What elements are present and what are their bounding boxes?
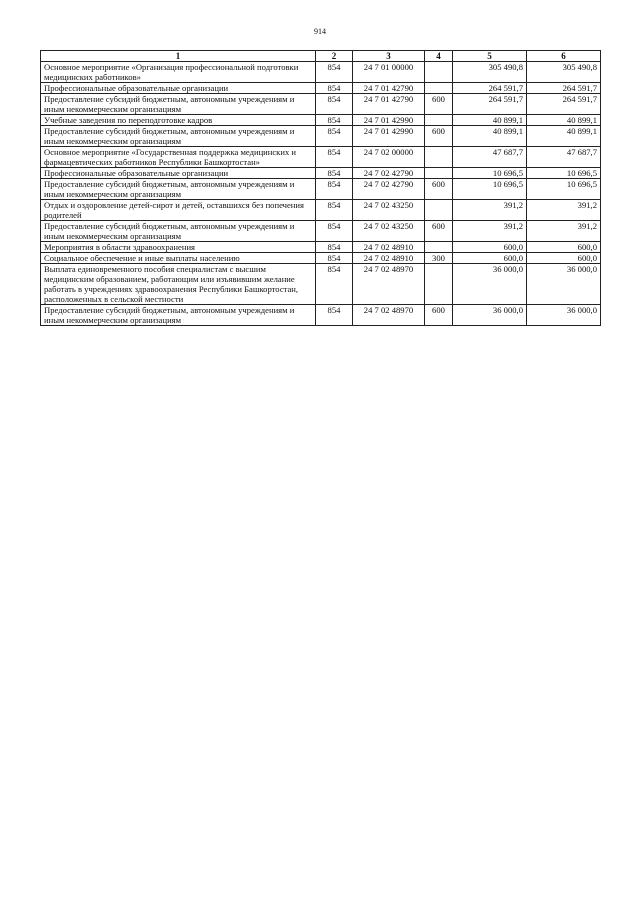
table-row bbox=[41, 115, 601, 126]
table-row bbox=[41, 147, 601, 168]
row-sum-1: 391,2 bbox=[453, 200, 527, 221]
row-vr bbox=[425, 83, 453, 94]
row-sum-1: 36 000,0 bbox=[453, 305, 527, 326]
row-vr: 600 bbox=[425, 305, 453, 326]
header-col-1: 1 bbox=[41, 51, 316, 62]
row-ved: 854 bbox=[316, 168, 353, 179]
row-sum-2: 36 000,0 bbox=[527, 264, 601, 305]
row-name: Предоставление субсидий бюджетным, автономным учреждениям и иным некоммерческим организациям bbox=[41, 305, 316, 326]
row-sum-2: 40 899,1 bbox=[527, 126, 601, 147]
row-sum-1: 600,0 bbox=[453, 242, 527, 253]
row-name: Отдых и оздоровление детей-сирот и детей, оставшихся без попечения родителей bbox=[41, 200, 316, 221]
row-sum-1: 264 591,7 bbox=[453, 94, 527, 115]
row-name: Мероприятия в области здравоохранения bbox=[41, 242, 316, 253]
row-name: Предоставление субсидий бюджетным, автономным учреждениям и иным некоммерческим организациям bbox=[41, 179, 316, 200]
row-name: Выплата единовременного пособия специалистам с высшим медицинским образованием, работающим или изъявившим желание работать в учреждениях здравоохранения Республики Башкортостан, расположенных в сельской местности bbox=[41, 264, 316, 305]
row-vr: 600 bbox=[425, 126, 453, 147]
row-name: Основное мероприятие «Организация профессиональной подготовки медицинских работников» bbox=[41, 62, 316, 83]
row-sum-1: 36 000,0 bbox=[453, 264, 527, 305]
row-ved: 854 bbox=[316, 126, 353, 147]
row-sum-1: 600,0 bbox=[453, 253, 527, 264]
row-name: Основное мероприятие «Государственная поддержка медицинских и фармацевтических работников Республики Башкортостан» bbox=[41, 147, 316, 168]
row-vr bbox=[425, 200, 453, 221]
row-csr: 24 7 02 42790 bbox=[353, 179, 425, 200]
row-name: Предоставление субсидий бюджетным, автономным учреждениям и иным некоммерческим организациям bbox=[41, 126, 316, 147]
row-name: Предоставление субсидий бюджетным, автономным учреждениям и иным некоммерческим организациям bbox=[41, 94, 316, 115]
row-sum-2: 600,0 bbox=[527, 242, 601, 253]
table-row bbox=[41, 179, 601, 200]
table-header bbox=[41, 51, 601, 62]
row-ved: 854 bbox=[316, 115, 353, 126]
row-sum-2: 600,0 bbox=[527, 253, 601, 264]
row-sum-2: 10 696,5 bbox=[527, 179, 601, 200]
table-row bbox=[41, 200, 601, 221]
row-sum-2: 264 591,7 bbox=[527, 94, 601, 115]
row-ved: 854 bbox=[316, 94, 353, 115]
table-body bbox=[41, 62, 601, 326]
row-csr: 24 7 02 43250 bbox=[353, 221, 425, 242]
row-sum-1: 391,2 bbox=[453, 221, 527, 242]
row-vr bbox=[425, 147, 453, 168]
row-name: Профессиональные образовательные организации bbox=[41, 168, 316, 179]
row-csr: 24 7 01 42990 bbox=[353, 115, 425, 126]
row-csr: 24 7 02 48970 bbox=[353, 264, 425, 305]
header-row bbox=[41, 51, 601, 62]
header-col-3: 3 bbox=[353, 51, 425, 62]
row-vr: 600 bbox=[425, 179, 453, 200]
row-vr bbox=[425, 242, 453, 253]
table-row bbox=[41, 94, 601, 115]
row-csr: 24 7 02 42790 bbox=[353, 168, 425, 179]
row-csr: 24 7 02 43250 bbox=[353, 200, 425, 221]
row-csr: 24 7 01 00000 bbox=[353, 62, 425, 83]
row-ved: 854 bbox=[316, 179, 353, 200]
budget-table bbox=[40, 50, 601, 326]
row-ved: 854 bbox=[316, 221, 353, 242]
row-csr: 24 7 01 42790 bbox=[353, 83, 425, 94]
row-ved: 854 bbox=[316, 147, 353, 168]
row-name: Предоставление субсидий бюджетным, автономным учреждениям и иным некоммерческим организациям bbox=[41, 221, 316, 242]
row-vr: 600 bbox=[425, 221, 453, 242]
row-vr bbox=[425, 168, 453, 179]
row-vr: 300 bbox=[425, 253, 453, 264]
row-sum-2: 391,2 bbox=[527, 200, 601, 221]
row-sum-2: 305 490,8 bbox=[527, 62, 601, 83]
row-csr: 24 7 02 00000 bbox=[353, 147, 425, 168]
row-vr bbox=[425, 115, 453, 126]
row-name: Учебные заведения по переподготовке кадров bbox=[41, 115, 316, 126]
table-row bbox=[41, 83, 601, 94]
row-sum-1: 40 899,1 bbox=[453, 115, 527, 126]
row-name: Социальное обеспечение и иные выплаты населению bbox=[41, 253, 316, 264]
table-row bbox=[41, 168, 601, 179]
table-row bbox=[41, 242, 601, 253]
table-row bbox=[41, 305, 601, 326]
row-vr: 600 bbox=[425, 94, 453, 115]
header-col-5: 5 bbox=[453, 51, 527, 62]
row-ved: 854 bbox=[316, 83, 353, 94]
row-sum-2: 10 696,5 bbox=[527, 168, 601, 179]
row-sum-2: 36 000,0 bbox=[527, 305, 601, 326]
row-sum-1: 47 687,7 bbox=[453, 147, 527, 168]
row-name: Профессиональные образовательные организации bbox=[41, 83, 316, 94]
row-sum-2: 391,2 bbox=[527, 221, 601, 242]
row-ved: 854 bbox=[316, 264, 353, 305]
table-row bbox=[41, 253, 601, 264]
table-row bbox=[41, 221, 601, 242]
row-ved: 854 bbox=[316, 62, 353, 83]
row-vr bbox=[425, 264, 453, 305]
row-sum-1: 305 490,8 bbox=[453, 62, 527, 83]
header-col-2: 2 bbox=[316, 51, 353, 62]
row-ved: 854 bbox=[316, 305, 353, 326]
row-csr: 24 7 02 48910 bbox=[353, 253, 425, 264]
row-sum-2: 40 899,1 bbox=[527, 115, 601, 126]
row-sum-2: 47 687,7 bbox=[527, 147, 601, 168]
table-row bbox=[41, 62, 601, 83]
row-vr bbox=[425, 62, 453, 83]
header-col-6: 6 bbox=[527, 51, 601, 62]
row-ved: 854 bbox=[316, 253, 353, 264]
row-sum-1: 264 591,7 bbox=[453, 83, 527, 94]
row-sum-1: 10 696,5 bbox=[453, 179, 527, 200]
header-col-4: 4 bbox=[425, 51, 453, 62]
row-csr: 24 7 01 42990 bbox=[353, 126, 425, 147]
table-row bbox=[41, 126, 601, 147]
row-ved: 854 bbox=[316, 200, 353, 221]
table-row bbox=[41, 264, 601, 305]
row-csr: 24 7 01 42790 bbox=[353, 94, 425, 115]
row-sum-1: 10 696,5 bbox=[453, 168, 527, 179]
page-number: 914 bbox=[314, 27, 326, 36]
row-csr: 24 7 02 48910 bbox=[353, 242, 425, 253]
row-csr: 24 7 02 48970 bbox=[353, 305, 425, 326]
row-ved: 854 bbox=[316, 242, 353, 253]
row-sum-2: 264 591,7 bbox=[527, 83, 601, 94]
row-sum-1: 40 899,1 bbox=[453, 126, 527, 147]
